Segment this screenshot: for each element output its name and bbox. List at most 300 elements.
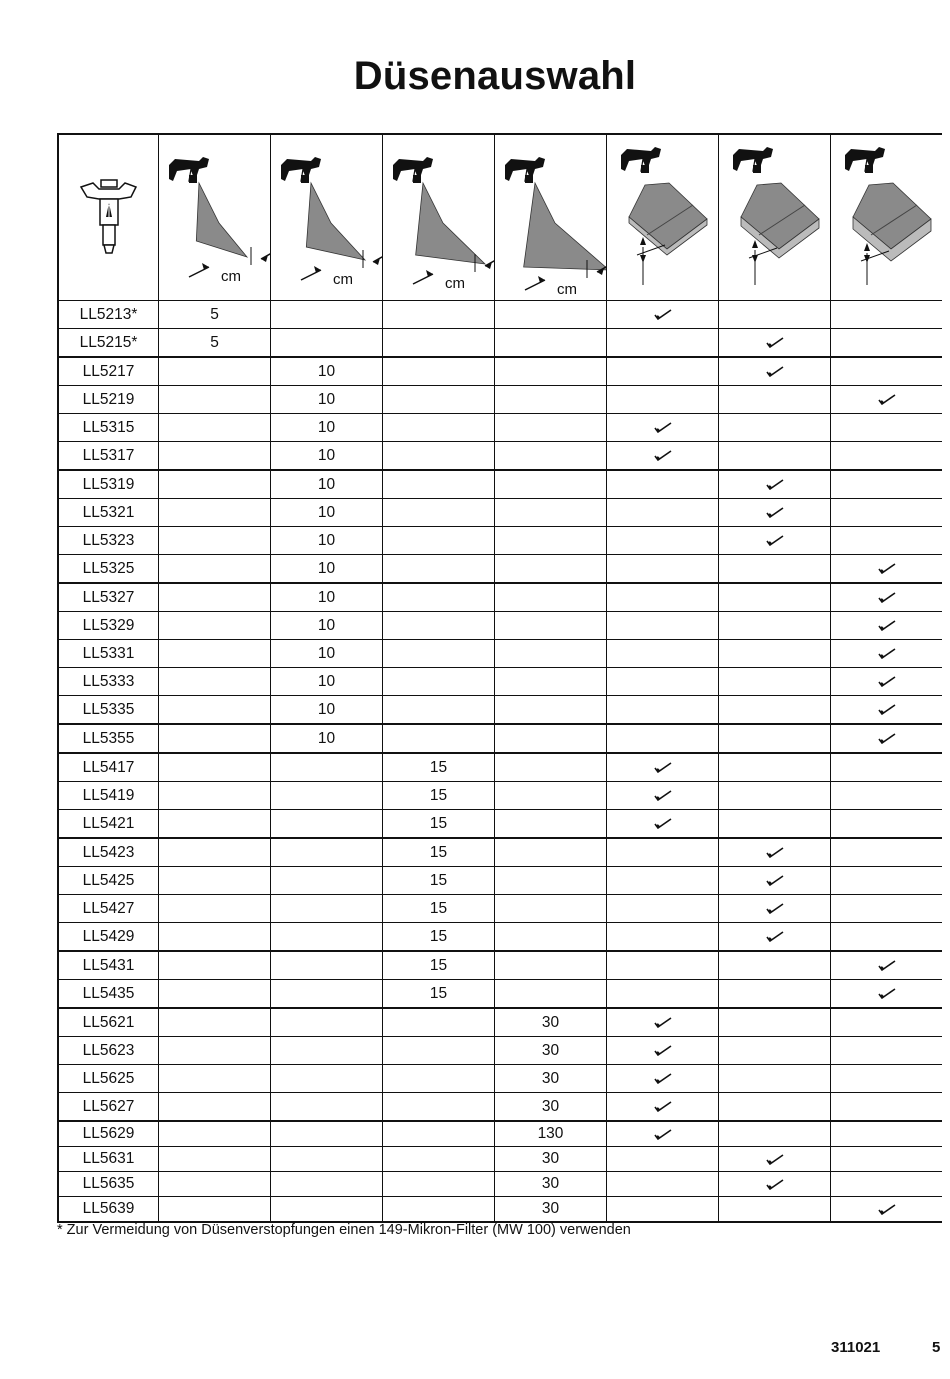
width-15cm-cell: 15 xyxy=(383,753,495,782)
width-30cm-cell xyxy=(495,527,607,555)
tip-code-cell: LL5333 xyxy=(58,668,159,696)
width-30cm-cell xyxy=(495,301,607,329)
tip-code-cell: LL5629 xyxy=(58,1121,159,1147)
paint-thin-cell xyxy=(607,357,719,386)
paint-thin-cell xyxy=(607,980,719,1009)
width-30cm-cell xyxy=(495,980,607,1009)
tip-code-cell: LL5323 xyxy=(58,527,159,555)
spray-width-5cm-icon xyxy=(159,135,270,295)
width-5cm-cell xyxy=(159,414,271,442)
checkmark-icon xyxy=(766,930,784,942)
unit-label: cm xyxy=(333,271,353,288)
paint-thick-cell xyxy=(831,1121,943,1147)
width-15cm-cell xyxy=(383,1037,495,1065)
width-5cm-cell xyxy=(159,499,271,527)
tip-code-cell: LL5219 xyxy=(58,386,159,414)
paint-thin-cell xyxy=(607,951,719,980)
width-10cm-cell xyxy=(271,301,383,329)
width-5cm-cell xyxy=(159,1147,271,1172)
paint-thick-cell xyxy=(831,782,943,810)
paint-medium-cell xyxy=(719,1147,831,1172)
width-10cm-cell: 10 xyxy=(271,668,383,696)
width-5cm-cell xyxy=(159,867,271,895)
paint-thick-cell xyxy=(831,810,943,839)
paint-medium-cell xyxy=(719,753,831,782)
width-15cm-cell: 15 xyxy=(383,980,495,1009)
width-15cm-cell xyxy=(383,612,495,640)
paint-thin-cell xyxy=(607,1093,719,1122)
checkmark-icon xyxy=(766,1178,784,1190)
width-30cm-cell xyxy=(495,612,607,640)
table-row xyxy=(58,1037,942,1065)
checkmark-icon xyxy=(878,675,896,687)
paint-thick-cell xyxy=(831,555,943,584)
checkmark-icon xyxy=(878,732,896,744)
width-15cm-cell xyxy=(383,696,495,725)
checkmark-icon xyxy=(878,959,896,971)
table-row xyxy=(58,1065,942,1093)
width-30cm-cell: 30 xyxy=(495,1093,607,1122)
tip-code-cell: LL5423 xyxy=(58,838,159,867)
checkmark-icon xyxy=(654,1100,672,1112)
width-30cm-cell: 130 xyxy=(495,1121,607,1147)
width-15cm-cell xyxy=(383,1008,495,1037)
paint-thick-cell xyxy=(831,753,943,782)
paint-medium-cell xyxy=(719,357,831,386)
width-15cm-cell xyxy=(383,499,495,527)
paint-thin-cell xyxy=(607,442,719,471)
width-30cm-cell xyxy=(495,668,607,696)
width-30cm-cell xyxy=(495,499,607,527)
checkmark-icon xyxy=(878,619,896,631)
width-30cm-cell xyxy=(495,923,607,952)
paint-thin-cell xyxy=(607,1121,719,1147)
table-row xyxy=(58,1172,942,1197)
paint-thin-cell xyxy=(607,1172,719,1197)
table-row xyxy=(58,470,942,499)
header-width-30cm-cell xyxy=(495,134,607,301)
table-row xyxy=(58,555,942,584)
tip-code-cell: LL5325 xyxy=(58,555,159,584)
width-15cm-cell xyxy=(383,357,495,386)
tip-code-cell: LL5425 xyxy=(58,867,159,895)
width-10cm-cell: 10 xyxy=(271,527,383,555)
width-10cm-cell: 10 xyxy=(271,555,383,584)
paint-thick-cell xyxy=(831,838,943,867)
table-row xyxy=(58,668,942,696)
table-row xyxy=(58,782,942,810)
paint-medium-cell xyxy=(719,555,831,584)
table-row xyxy=(58,867,942,895)
width-30cm-cell xyxy=(495,640,607,668)
paint-thick-cell xyxy=(831,329,943,358)
width-30cm-cell xyxy=(495,386,607,414)
header-tip-cell xyxy=(58,134,159,301)
paint-medium-cell xyxy=(719,386,831,414)
width-5cm-cell xyxy=(159,555,271,584)
spray-width-30cm-icon xyxy=(495,135,606,295)
paint-medium-icon xyxy=(719,135,830,295)
width-15cm-cell xyxy=(383,1172,495,1197)
table-row xyxy=(58,386,942,414)
paint-thick-cell xyxy=(831,951,943,980)
paint-thin-cell xyxy=(607,470,719,499)
table-row xyxy=(58,583,942,612)
width-10cm-cell xyxy=(271,1197,383,1223)
header-paint-thin-cell xyxy=(607,134,719,301)
width-30cm-cell xyxy=(495,555,607,584)
paint-thick-cell xyxy=(831,668,943,696)
paint-medium-cell xyxy=(719,1121,831,1147)
checkmark-icon xyxy=(766,534,784,546)
paint-thin-cell xyxy=(607,555,719,584)
checkmark-icon xyxy=(654,761,672,773)
paint-thick-cell xyxy=(831,1037,943,1065)
width-15cm-cell: 15 xyxy=(383,810,495,839)
width-10cm-cell: 10 xyxy=(271,499,383,527)
header-width-10cm-cell xyxy=(271,134,383,301)
width-5cm-cell xyxy=(159,838,271,867)
width-15cm-cell xyxy=(383,583,495,612)
width-15cm-cell xyxy=(383,1121,495,1147)
paint-thin-cell xyxy=(607,1008,719,1037)
width-10cm-cell xyxy=(271,980,383,1009)
width-10cm-cell xyxy=(271,1008,383,1037)
checkmark-icon xyxy=(654,789,672,801)
checkmark-icon xyxy=(766,365,784,377)
width-5cm-cell xyxy=(159,1037,271,1065)
paint-thin-cell xyxy=(607,527,719,555)
unit-label: cm xyxy=(445,275,465,292)
table-row xyxy=(58,980,942,1009)
checkmark-icon xyxy=(878,1203,896,1215)
paint-thin-icon xyxy=(607,135,718,295)
width-5cm-cell xyxy=(159,1093,271,1122)
paint-thick-cell xyxy=(831,301,943,329)
paint-thin-cell xyxy=(607,923,719,952)
width-15cm-cell xyxy=(383,527,495,555)
width-15cm-cell xyxy=(383,640,495,668)
paint-thick-cell xyxy=(831,696,943,725)
width-10cm-cell: 10 xyxy=(271,442,383,471)
width-15cm-cell xyxy=(383,329,495,358)
paint-medium-cell xyxy=(719,867,831,895)
unit-label: cm xyxy=(557,281,577,295)
width-5cm-cell xyxy=(159,782,271,810)
paint-thick-cell xyxy=(831,414,943,442)
width-5cm-cell xyxy=(159,386,271,414)
checkmark-icon xyxy=(654,817,672,829)
tip-code-cell: LL5625 xyxy=(58,1065,159,1093)
paint-medium-cell xyxy=(719,895,831,923)
tip-code-cell: LL5327 xyxy=(58,583,159,612)
width-30cm-cell xyxy=(495,442,607,471)
width-15cm-cell: 15 xyxy=(383,951,495,980)
tip-code-cell: LL5213* xyxy=(58,301,159,329)
table-row xyxy=(58,923,942,952)
paint-medium-cell xyxy=(719,301,831,329)
paint-thick-cell xyxy=(831,1147,943,1172)
paint-thick-cell xyxy=(831,867,943,895)
width-30cm-cell xyxy=(495,753,607,782)
paint-thick-cell xyxy=(831,470,943,499)
paint-thin-cell xyxy=(607,838,719,867)
tip-code-cell: LL5329 xyxy=(58,612,159,640)
width-30cm-cell xyxy=(495,696,607,725)
width-10cm-cell xyxy=(271,1037,383,1065)
paint-medium-cell xyxy=(719,951,831,980)
width-10cm-cell xyxy=(271,1121,383,1147)
checkmark-icon xyxy=(878,703,896,715)
width-5cm-cell xyxy=(159,668,271,696)
paint-medium-cell xyxy=(719,668,831,696)
width-10cm-cell xyxy=(271,810,383,839)
paint-thin-cell xyxy=(607,1197,719,1223)
tip-code-cell: LL5621 xyxy=(58,1008,159,1037)
paint-medium-cell xyxy=(719,640,831,668)
paint-thick-cell xyxy=(831,1093,943,1122)
paint-thick-cell xyxy=(831,386,943,414)
tip-code-cell: LL5319 xyxy=(58,470,159,499)
paint-medium-cell xyxy=(719,724,831,753)
tip-code-cell: LL5217 xyxy=(58,357,159,386)
paint-medium-cell xyxy=(719,499,831,527)
paint-thick-cell xyxy=(831,357,943,386)
width-10cm-cell xyxy=(271,329,383,358)
paint-medium-cell xyxy=(719,442,831,471)
paint-thin-cell xyxy=(607,867,719,895)
width-10cm-cell: 10 xyxy=(271,357,383,386)
tip-code-cell: LL5631 xyxy=(58,1147,159,1172)
checkmark-icon xyxy=(654,1072,672,1084)
width-10cm-cell: 10 xyxy=(271,386,383,414)
paint-thin-cell xyxy=(607,583,719,612)
header-paint-thick-cell xyxy=(831,134,943,301)
paint-thick-cell xyxy=(831,923,943,952)
table-row xyxy=(58,499,942,527)
width-15cm-cell xyxy=(383,1197,495,1223)
tip-code-cell: LL5335 xyxy=(58,696,159,725)
width-30cm-cell xyxy=(495,357,607,386)
table-row xyxy=(58,1093,942,1122)
paint-thin-cell xyxy=(607,329,719,358)
paint-thin-cell xyxy=(607,1037,719,1065)
width-30cm-cell xyxy=(495,470,607,499)
tip-code-cell: LL5419 xyxy=(58,782,159,810)
width-10cm-cell: 10 xyxy=(271,724,383,753)
tip-code-cell: LL5429 xyxy=(58,923,159,952)
paint-thin-cell xyxy=(607,696,719,725)
checkmark-icon xyxy=(654,449,672,461)
width-15cm-cell: 15 xyxy=(383,838,495,867)
paint-thick-cell xyxy=(831,583,943,612)
table-row xyxy=(58,838,942,867)
paint-medium-cell xyxy=(719,1093,831,1122)
width-10cm-cell xyxy=(271,838,383,867)
paint-thick-cell xyxy=(831,1172,943,1197)
width-5cm-cell xyxy=(159,923,271,952)
paint-medium-cell xyxy=(719,980,831,1009)
paint-medium-cell xyxy=(719,470,831,499)
width-15cm-cell xyxy=(383,301,495,329)
width-10cm-cell xyxy=(271,895,383,923)
spray-width-10cm-icon xyxy=(271,135,382,295)
width-5cm-cell xyxy=(159,583,271,612)
width-30cm-cell xyxy=(495,838,607,867)
checkmark-icon xyxy=(654,308,672,320)
paint-thin-cell xyxy=(607,753,719,782)
tip-code-cell: LL5317 xyxy=(58,442,159,471)
paint-thin-cell xyxy=(607,612,719,640)
spray-tip-icon xyxy=(59,135,158,295)
width-15cm-cell xyxy=(383,724,495,753)
page-number: 5 xyxy=(932,1339,941,1356)
width-5cm-cell xyxy=(159,951,271,980)
tip-code-cell: LL5627 xyxy=(58,1093,159,1122)
paint-medium-cell xyxy=(719,838,831,867)
paint-thin-cell xyxy=(607,895,719,923)
table-row xyxy=(58,301,942,329)
width-30cm-cell xyxy=(495,895,607,923)
width-10cm-cell xyxy=(271,951,383,980)
table-row xyxy=(58,951,942,980)
width-15cm-cell: 15 xyxy=(383,867,495,895)
paint-medium-cell xyxy=(719,1197,831,1223)
table-row xyxy=(58,895,942,923)
width-15cm-cell xyxy=(383,470,495,499)
tip-code-cell: LL5435 xyxy=(58,980,159,1009)
header-width-5cm-cell xyxy=(159,134,271,301)
table-row xyxy=(58,640,942,668)
tip-code-cell: LL5315 xyxy=(58,414,159,442)
width-5cm-cell xyxy=(159,696,271,725)
paint-medium-cell xyxy=(719,414,831,442)
width-10cm-cell xyxy=(271,1172,383,1197)
paint-medium-cell xyxy=(719,696,831,725)
tip-code-cell: LL5431 xyxy=(58,951,159,980)
paint-thin-cell xyxy=(607,724,719,753)
width-10cm-cell xyxy=(271,753,383,782)
paint-thin-cell xyxy=(607,810,719,839)
paint-thin-cell xyxy=(607,668,719,696)
checkmark-icon xyxy=(654,1044,672,1056)
width-5cm-cell: 5 xyxy=(159,329,271,358)
paint-medium-cell xyxy=(719,527,831,555)
width-5cm-cell xyxy=(159,442,271,471)
tip-code-cell: LL5421 xyxy=(58,810,159,839)
checkmark-icon xyxy=(878,562,896,574)
width-15cm-cell: 15 xyxy=(383,782,495,810)
paint-thick-cell xyxy=(831,1065,943,1093)
header-width-15cm-cell xyxy=(383,134,495,301)
width-30cm-cell: 30 xyxy=(495,1172,607,1197)
width-5cm-cell xyxy=(159,1197,271,1223)
width-15cm-cell xyxy=(383,1147,495,1172)
paint-thin-cell xyxy=(607,1065,719,1093)
width-30cm-cell: 30 xyxy=(495,1147,607,1172)
paint-medium-cell xyxy=(719,1008,831,1037)
paint-medium-cell xyxy=(719,612,831,640)
paint-medium-cell xyxy=(719,329,831,358)
width-5cm-cell xyxy=(159,357,271,386)
checkmark-icon xyxy=(766,902,784,914)
checkmark-icon xyxy=(654,1016,672,1028)
header-paint-medium-cell xyxy=(719,134,831,301)
tip-code-cell: LL5623 xyxy=(58,1037,159,1065)
paint-thick-cell xyxy=(831,724,943,753)
checkmark-icon xyxy=(878,591,896,603)
width-15cm-cell xyxy=(383,1065,495,1093)
width-30cm-cell: 30 xyxy=(495,1037,607,1065)
footnote: * Zur Vermeidung von Düsenverstopfungen einen 149-Mikron-Filter (MW 100) verwenden xyxy=(57,1222,631,1238)
width-5cm-cell xyxy=(159,895,271,923)
table-row xyxy=(58,810,942,839)
header-row xyxy=(58,134,942,301)
width-5cm-cell xyxy=(159,1008,271,1037)
checkmark-icon xyxy=(766,478,784,490)
paint-medium-cell xyxy=(719,923,831,952)
width-30cm-cell xyxy=(495,951,607,980)
width-15cm-cell xyxy=(383,668,495,696)
table-row xyxy=(58,696,942,725)
width-10cm-cell xyxy=(271,1147,383,1172)
width-5cm-cell xyxy=(159,1121,271,1147)
table-row xyxy=(58,414,942,442)
width-30cm-cell xyxy=(495,724,607,753)
checkmark-icon xyxy=(654,1128,672,1140)
table-row xyxy=(58,1147,942,1172)
width-10cm-cell: 10 xyxy=(271,414,383,442)
tip-code-cell: LL5635 xyxy=(58,1172,159,1197)
paint-thick-cell xyxy=(831,499,943,527)
paint-thin-cell xyxy=(607,782,719,810)
tip-code-cell: LL5215* xyxy=(58,329,159,358)
width-10cm-cell xyxy=(271,782,383,810)
tip-code-cell: LL5355 xyxy=(58,724,159,753)
paint-medium-cell xyxy=(719,782,831,810)
tip-code-cell: LL5639 xyxy=(58,1197,159,1223)
tip-code-cell: LL5331 xyxy=(58,640,159,668)
table-row xyxy=(58,442,942,471)
checkmark-icon xyxy=(766,506,784,518)
width-5cm-cell xyxy=(159,810,271,839)
width-5cm-cell xyxy=(159,612,271,640)
paint-medium-cell xyxy=(719,1037,831,1065)
checkmark-icon xyxy=(654,421,672,433)
width-5cm-cell xyxy=(159,527,271,555)
width-10cm-cell: 10 xyxy=(271,640,383,668)
width-15cm-cell xyxy=(383,1093,495,1122)
checkmark-icon xyxy=(766,336,784,348)
width-30cm-cell xyxy=(495,329,607,358)
paint-thin-cell xyxy=(607,499,719,527)
width-5cm-cell xyxy=(159,724,271,753)
width-30cm-cell xyxy=(495,867,607,895)
paint-thick-cell xyxy=(831,612,943,640)
checkmark-icon xyxy=(878,393,896,405)
width-10cm-cell: 10 xyxy=(271,470,383,499)
table-row xyxy=(58,527,942,555)
paint-thick-cell xyxy=(831,895,943,923)
width-10cm-cell xyxy=(271,867,383,895)
checkmark-icon xyxy=(766,1153,784,1165)
table-row xyxy=(58,753,942,782)
checkmark-icon xyxy=(766,846,784,858)
width-15cm-cell xyxy=(383,555,495,584)
page-title: Düsenauswahl xyxy=(353,54,637,98)
width-10cm-cell: 10 xyxy=(271,612,383,640)
width-30cm-cell xyxy=(495,583,607,612)
